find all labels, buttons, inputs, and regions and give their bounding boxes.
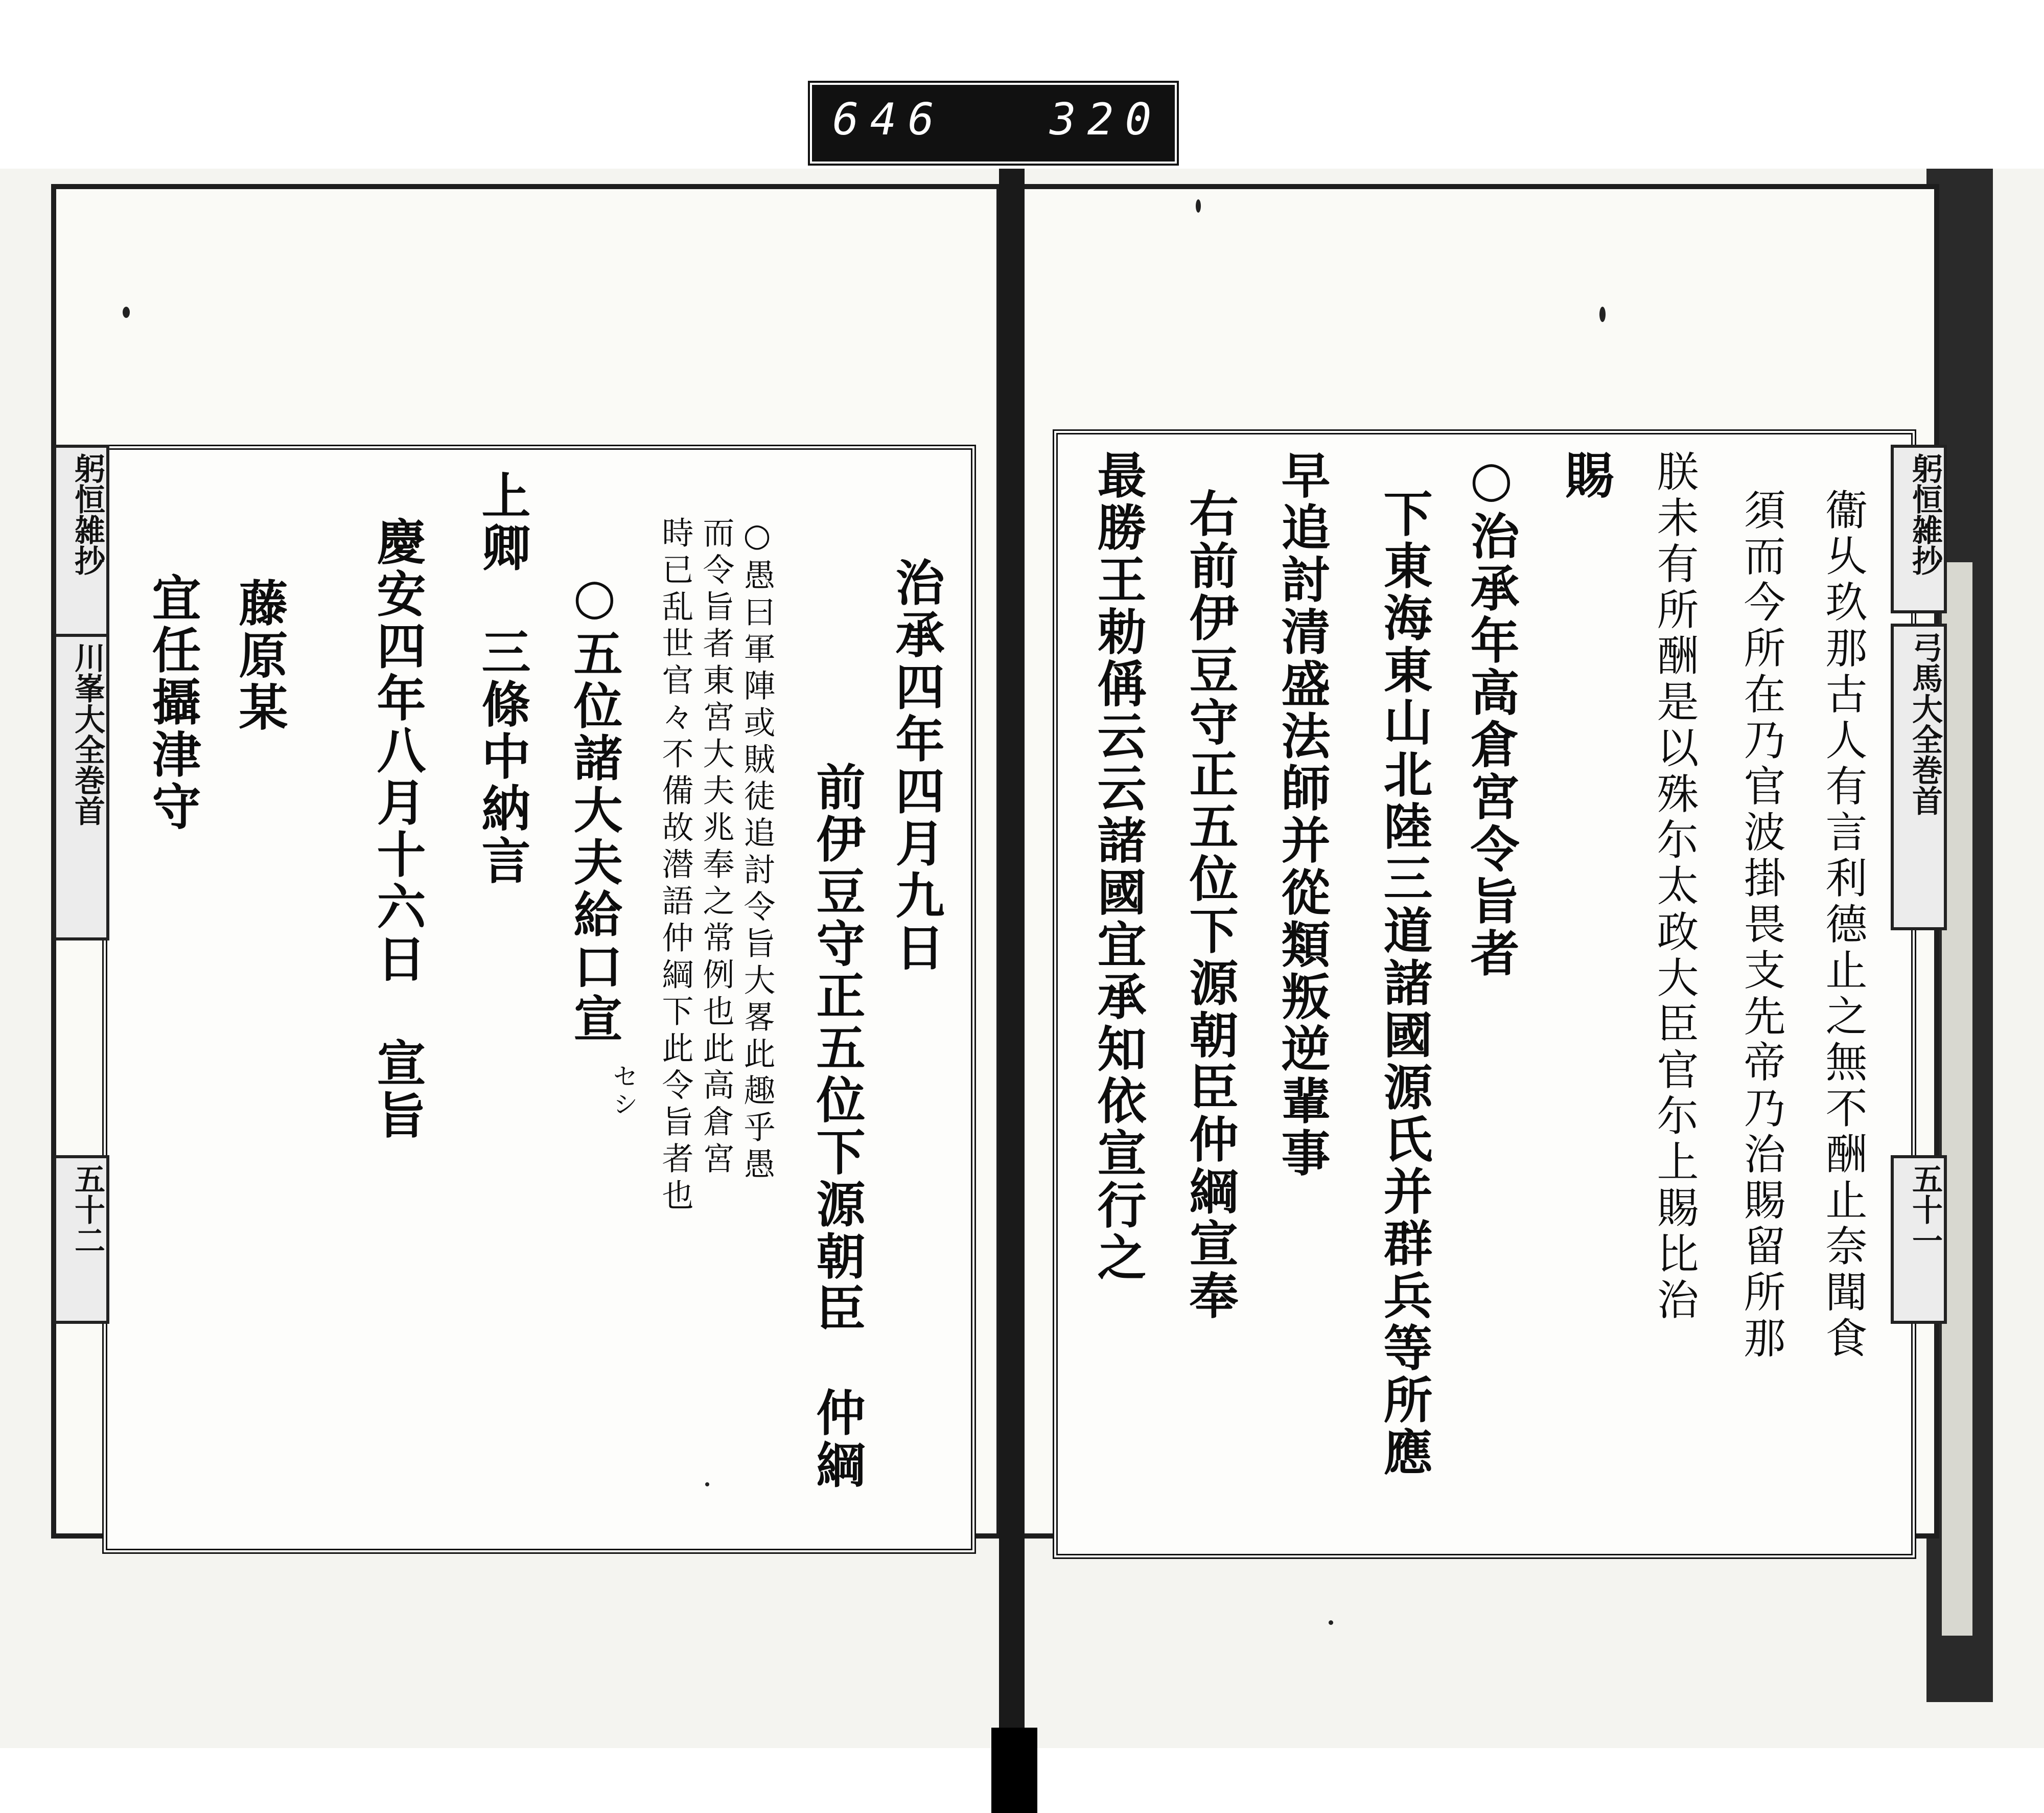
scan-speck — [123, 307, 130, 318]
left-col-note-3: 時已乱世官々不備故潜語仲綱下此令旨者也 — [657, 516, 694, 1215]
right-col-3: 朕未有所酬是以殊尓太政大臣官尓上賜比治 — [1650, 450, 1699, 1324]
right-col-1: 衞乆玖那古人有言利德止之無不酬止奈聞食 — [1819, 488, 1867, 1362]
call-number-right: 320 — [1050, 94, 1163, 145]
left-col-heading-kuchi: ○五位諸大夫給口宣 — [566, 567, 623, 1045]
left-col-fujiwara: 藤原某 — [231, 578, 289, 734]
book-spine-shadow — [991, 1728, 1037, 1813]
right-col-6: 下東海東山北陸三道諸國源氏并群兵等所應 — [1376, 488, 1433, 1479]
right-page-number: 五十一 — [1891, 1155, 1947, 1324]
right-col-8: 右前伊豆守正五位下源朝臣仲綱宣奉 — [1181, 488, 1239, 1322]
right-col-9: 最勝王勅偁云云諸國宜承知依宣行之 — [1089, 450, 1147, 1284]
call-number-tag — [810, 83, 1177, 164]
right-col-heading-takakura: ○治承年高倉宮令旨者 — [1462, 450, 1520, 980]
scan-speck — [1329, 1620, 1333, 1625]
left-col-keian-date: 慶安四年八月十六日 宣旨 — [369, 516, 427, 1142]
left-page-number: 五十二 — [53, 1155, 109, 1324]
scan-speck — [705, 1482, 709, 1486]
left-col-settsu: 宜任攝津守 — [144, 572, 202, 833]
right-margin-subtitle: 弓馬大全巻首 — [1891, 624, 1947, 930]
right-col-7: 早追討清盛法師并從類叛逆輩事 — [1273, 450, 1331, 1180]
right-col-4: 賜 — [1557, 450, 1615, 502]
right-margin-title: 躬恒雑抄 — [1891, 445, 1947, 613]
left-col-jokei: 上卿 三條中納言 — [474, 470, 531, 887]
book-gutter — [999, 169, 1025, 1813]
scan-speck — [1599, 307, 1606, 322]
left-col-note-2: 而令旨者東宮大夫兆奉之常例也此高倉宮 — [698, 516, 735, 1179]
right-col-2: 須而今所在乃官波掛畏支先帝乃治賜留所那 — [1737, 488, 1785, 1362]
left-col-recipient: 前伊豆守正五位下源朝臣 仲綱 — [808, 762, 866, 1491]
left-ruby: セシ — [609, 1063, 638, 1118]
left-col-note-1: ○愚曰軍陣或賊徒追討令旨大畧此趣乎愚 — [738, 516, 776, 1184]
scan-speck — [1196, 199, 1201, 213]
left-margin-title: 躬恒雑抄 — [53, 445, 109, 649]
call-number-left: 646 — [832, 94, 946, 145]
left-col-date: 治承四年四月九日 — [888, 557, 945, 974]
left-margin-subtitle: 川峯大全巻首 — [53, 634, 109, 940]
